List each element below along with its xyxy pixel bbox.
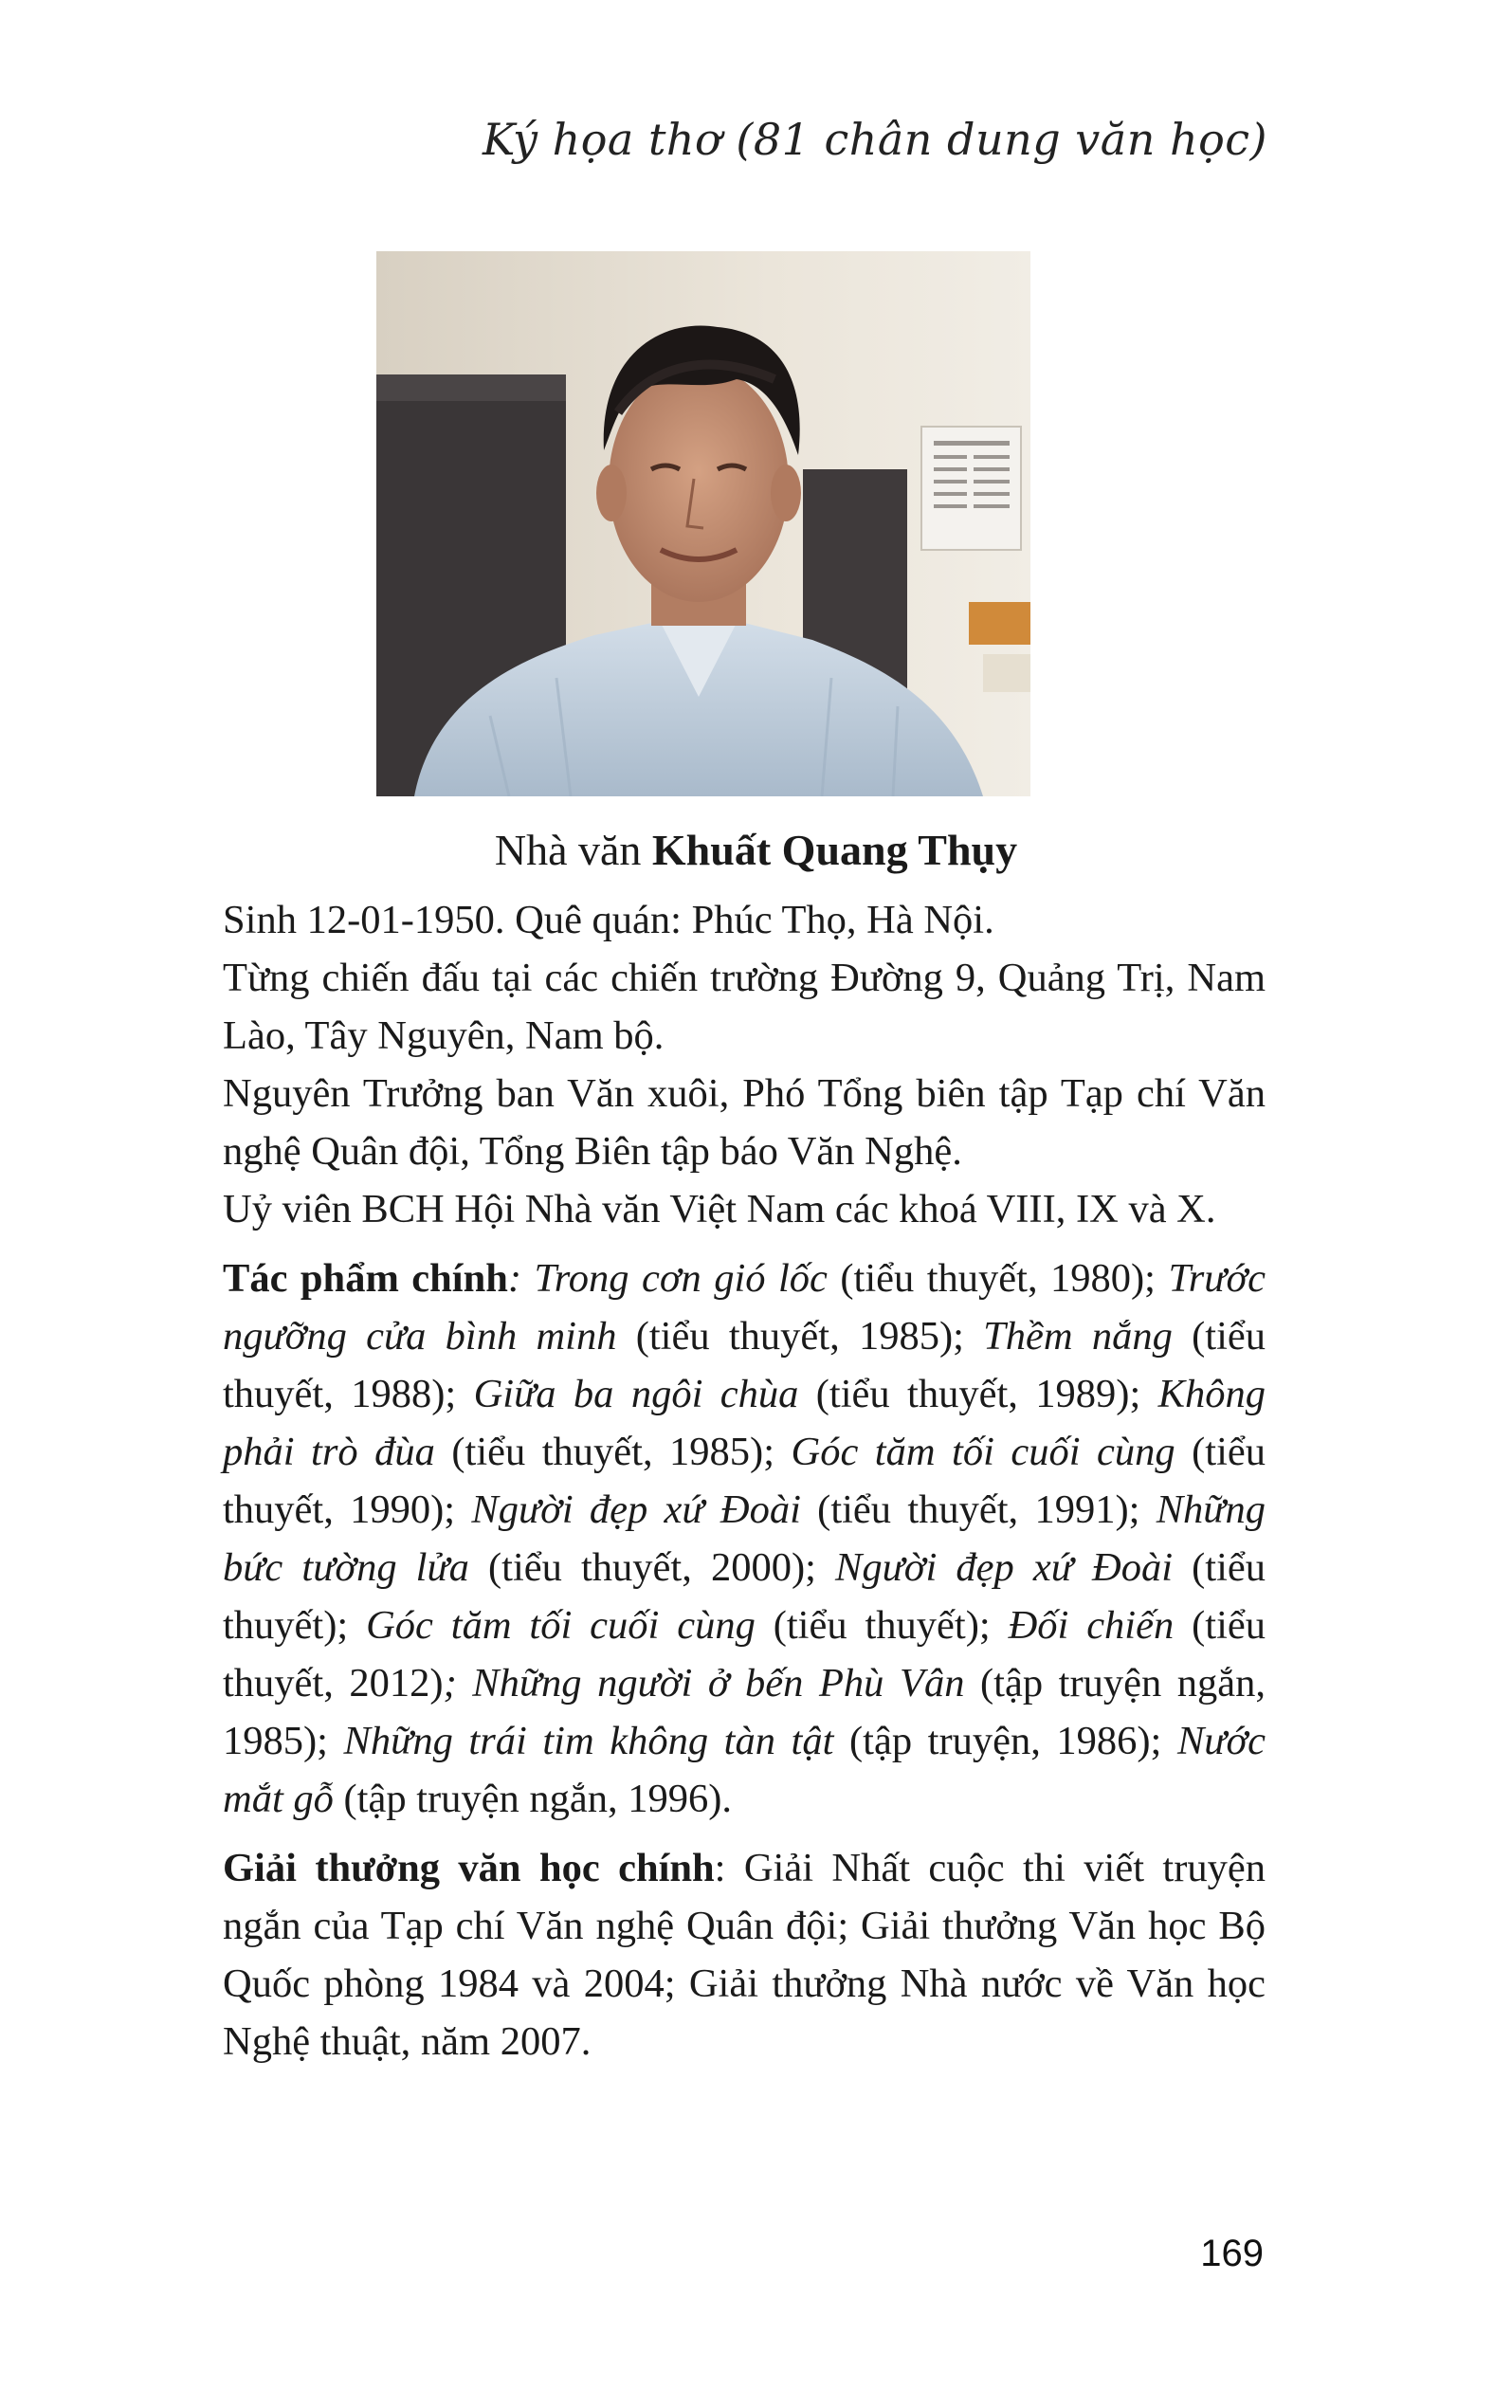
work-title: Không phải trò đùa xyxy=(223,1372,1266,1474)
running-header: Ký họa thơ (81 chân dung văn học) xyxy=(483,114,1267,165)
work-title: Đối chiến xyxy=(1008,1603,1175,1648)
awards-paragraph xyxy=(223,1839,1266,2071)
works-paragraph xyxy=(223,1250,1266,1828)
work-title: Người đẹp xứ Đoài xyxy=(471,1487,801,1532)
bio-born: Sinh 12-01-1950. Quê quán: Phúc Thọ, Hà Nội. xyxy=(223,898,994,942)
caption-prefix: Nhà văn xyxy=(494,826,642,874)
work-title: Nước mắt gỗ xyxy=(223,1719,1266,1821)
works-label-colon: : xyxy=(507,1256,522,1301)
author-name: Khuất Quang Thụy xyxy=(651,826,1018,874)
work-title: Trước ngưỡng cửa bình minh xyxy=(223,1256,1266,1359)
work-note: (tập truyện ngắn, 1985); xyxy=(223,1661,1266,1763)
work-title: Góc tăm tối cuối cùng xyxy=(791,1430,1175,1474)
work-note: (tiểu thuyết, 1991); xyxy=(800,1487,1140,1532)
work-title: Trong cơn gió lốc xyxy=(534,1256,828,1301)
portrait-photo-icon xyxy=(376,251,1030,796)
work-title: Người đẹp xứ Đoài xyxy=(835,1545,1174,1590)
work-note: (tiểu thuyết, 2000); xyxy=(468,1545,816,1590)
work-title: Giữa ba ngôi chùa xyxy=(473,1372,799,1416)
work-title: Những bức tường lửa xyxy=(223,1487,1266,1590)
work-note: (tiểu thuyết, 1985); xyxy=(434,1430,775,1474)
page-number: 169 xyxy=(1200,2233,1264,2274)
awards-label: Giải thưởng văn học chính xyxy=(223,1846,715,1890)
work-title: Thềm nắng xyxy=(983,1314,1173,1359)
bio-positions: Nguyên Trưởng ban Văn xuôi, Phó Tổng biên tập Tạp chí Văn nghệ Quân đội, Tổng Biên tập báo Văn Nghệ. xyxy=(223,1071,1266,1174)
work-note: (tập truyện ngắn, 1996). xyxy=(333,1777,733,1821)
bio-membership: Uỷ viên BCH Hội Nhà văn Việt Nam các khoá VIII, IX và X. xyxy=(223,1187,1216,1231)
awards-text: : Giải Nhất cuộc thi viết truyện ngắn của Tạp chí Văn nghệ Quân đội; Giải thưởng Văn học Bộ Quốc phòng 1984 và 2004; Giải thưởng Nhà nước về Văn học Nghệ thuật, năm 2007. xyxy=(223,1846,1266,2064)
work-title: ; Những người ở bến Phù Vân xyxy=(443,1661,965,1706)
work-note: (tiểu thuyết, 1990); xyxy=(223,1430,1266,1532)
work-note: (tiểu thuyết, 2012) xyxy=(223,1603,1266,1706)
works-label: Tác phẩm chính xyxy=(223,1256,508,1301)
portrait-caption xyxy=(0,825,1512,875)
work-note: (tiểu thuyết); xyxy=(755,1603,991,1648)
work-title: Những trái tim không tàn tật xyxy=(343,1719,834,1763)
work-note: (tiểu thuyết, 1988); xyxy=(223,1314,1266,1416)
bio-service: Từng chiến đấu tại các chiến trường Đường 9, Quảng Trị, Nam Lào, Tây Nguyên, Nam bộ. xyxy=(223,956,1266,1058)
author-biography xyxy=(223,891,1266,2071)
work-title: Góc tăm tối cuối cùng xyxy=(366,1603,756,1648)
work-note: (tiểu thuyết, 1980); xyxy=(827,1256,1156,1301)
work-note: (tiểu thuyết); xyxy=(223,1545,1266,1648)
work-note: (tiểu thuyết, 1989); xyxy=(798,1372,1141,1416)
work-note: (tiểu thuyết, 1985); xyxy=(616,1314,964,1359)
portrait-photo xyxy=(376,251,1030,796)
work-note: (tập truyện, 1986); xyxy=(833,1719,1162,1763)
